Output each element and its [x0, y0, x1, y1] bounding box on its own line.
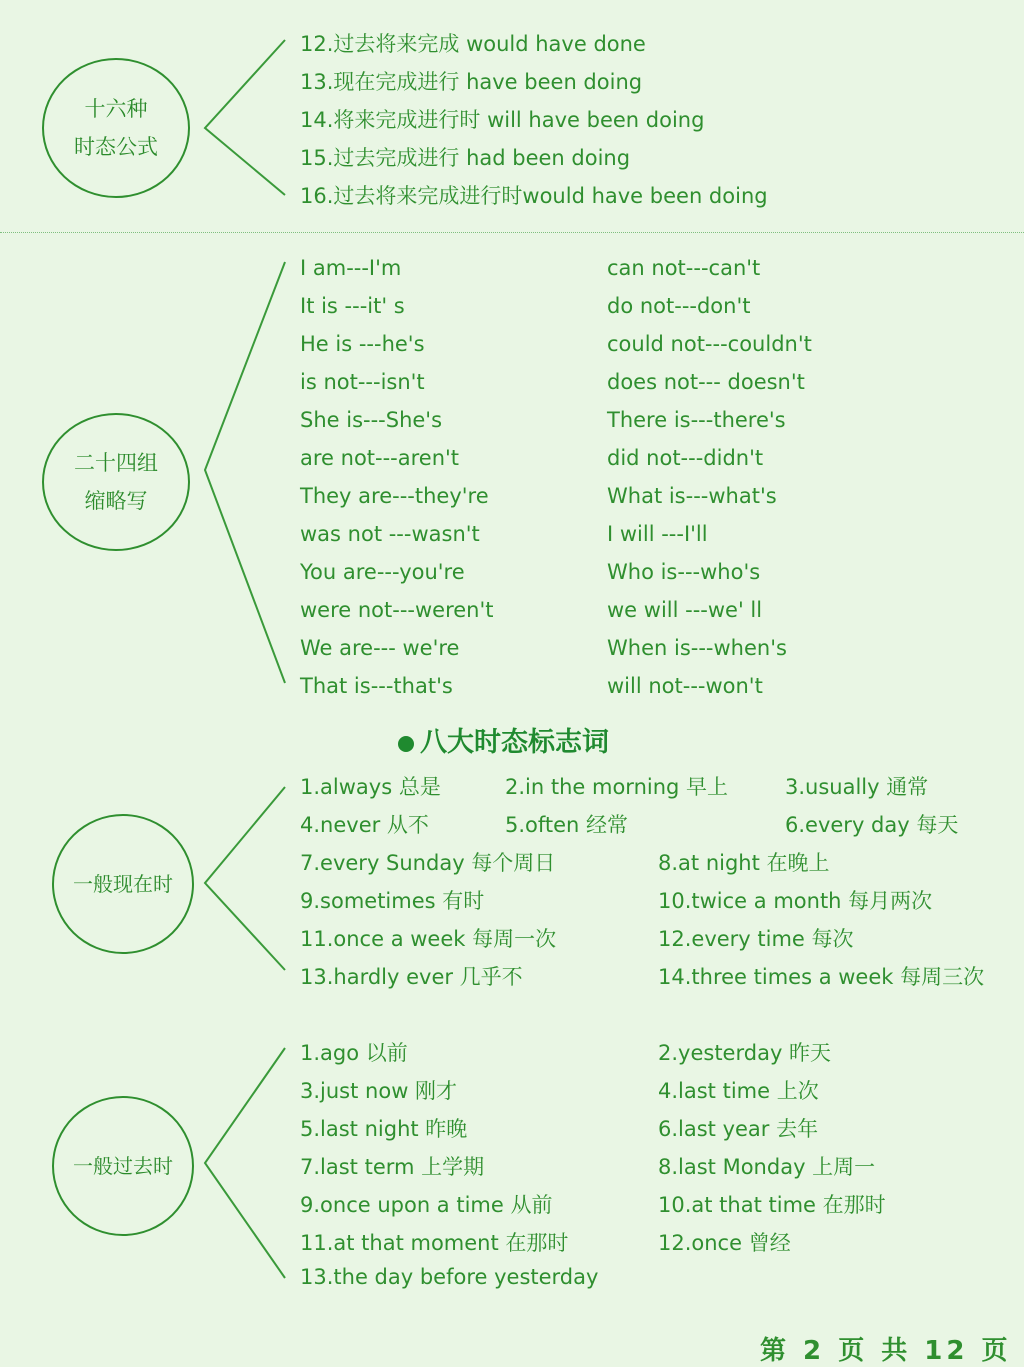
section-divider — [0, 232, 1024, 233]
topic-circle-formulas — [42, 58, 190, 198]
topic-title-line: 时态公式 — [74, 135, 158, 159]
time-marker-item: 13.the day before yesterday — [300, 1265, 599, 1289]
time-marker-item: 5.often 经常 — [505, 813, 629, 837]
contraction-item: I will ---I'll — [607, 522, 708, 546]
time-marker-item: 4.never 从不 — [300, 813, 429, 837]
contraction-item: There is---there's — [607, 408, 786, 432]
time-marker-item: 8.last Monday 上周一 — [658, 1155, 876, 1179]
bullet-icon — [398, 736, 414, 752]
time-marker-item: 10.twice a month 每月两次 — [658, 889, 933, 913]
contraction-item: do not---don't — [607, 294, 751, 318]
time-marker-item: 7.every Sunday 每个周日 — [300, 851, 556, 875]
time-marker-item: 4.last time 上次 — [658, 1079, 819, 1103]
contraction-item: I am---I'm — [300, 256, 402, 280]
time-marker-item: 10.at that time 在那时 — [658, 1193, 886, 1217]
contraction-item: was not ---wasn't — [300, 522, 480, 546]
formula-item: 15.过去完成进行 had been doing — [300, 146, 631, 170]
contraction-item: That is---that's — [300, 674, 453, 698]
branch-past — [205, 1048, 285, 1278]
section-heading-text: 八大时态标志词 — [420, 727, 609, 758]
time-marker-item: 1.ago 以前 — [300, 1041, 408, 1065]
contraction-item: is not---isn't — [300, 370, 425, 394]
contraction-item: Who is---who's — [607, 560, 761, 584]
topic-title: 一般过去时 — [73, 1154, 173, 1178]
topic-circle-contractions — [42, 413, 190, 551]
branch-formulas — [205, 40, 285, 195]
formula-item: 16.过去将来完成进行时would have been doing — [300, 184, 768, 208]
formula-item: 14.将来完成进行时 will have been doing — [300, 108, 705, 132]
time-marker-item: 11.at that moment 在那时 — [300, 1231, 569, 1255]
time-marker-item: 2.yesterday 昨天 — [658, 1041, 832, 1065]
section-heading — [398, 720, 609, 759]
time-marker-item: 2.in the morning 早上 — [505, 775, 729, 799]
contraction-item: What is---what's — [607, 484, 777, 508]
contraction-item: were not---weren't — [300, 598, 494, 622]
contraction-item: We are--- we're — [300, 636, 460, 660]
contraction-item: can not---can't — [607, 256, 761, 280]
contraction-item: He is ---he's — [300, 332, 425, 356]
time-marker-item: 5.last night 昨晚 — [300, 1117, 468, 1141]
topic-title-line: 十六种 — [84, 97, 148, 121]
topic-title-line: 二十四组 — [74, 451, 158, 475]
contraction-item: will not---won't — [607, 674, 763, 698]
branch-present — [205, 787, 285, 970]
contraction-item: does not--- doesn't — [607, 370, 805, 394]
contraction-item: You are---you're — [300, 560, 465, 584]
contraction-item: could not---couldn't — [607, 332, 812, 356]
time-marker-item: 6.every day 每天 — [785, 813, 959, 837]
topic-title-line: 缩略写 — [84, 489, 148, 513]
time-marker-item: 3.usually 通常 — [785, 775, 929, 799]
contraction-item: They are---they're — [300, 484, 489, 508]
time-marker-item: 7.last term 上学期 — [300, 1155, 485, 1179]
topic-circle-present — [52, 814, 194, 954]
time-marker-item: 12.once 曾经 — [658, 1231, 791, 1255]
contraction-item: When is---when's — [607, 636, 787, 660]
time-marker-item: 13.hardly ever 几乎不 — [300, 965, 523, 989]
time-marker-item: 3.just now 刚才 — [300, 1079, 458, 1103]
topic-circle-past — [52, 1096, 194, 1236]
time-marker-item: 11.once a week 每周一次 — [300, 927, 557, 951]
topic-title: 一般现在时 — [73, 872, 173, 896]
formula-item: 13.现在完成进行 have been doing — [300, 70, 643, 94]
time-marker-item: 9.once upon a time 从前 — [300, 1193, 553, 1217]
time-marker-item: 8.at night 在晚上 — [658, 851, 830, 875]
contraction-item: did not---didn't — [607, 446, 764, 470]
contraction-item: She is---She's — [300, 408, 443, 432]
contraction-item: we will ---we' ll — [607, 598, 763, 622]
time-marker-item: 1.always 总是 — [300, 775, 441, 799]
time-marker-item: 6.last year 去年 — [658, 1117, 819, 1141]
contraction-item: are not---aren't — [300, 446, 460, 470]
page-number: 第 2 页 共 12 页 — [760, 1336, 1012, 1366]
contraction-item: It is ---it' s — [300, 294, 405, 318]
branch-contractions — [205, 262, 285, 683]
time-marker-item: 12.every time 每次 — [658, 927, 854, 951]
time-marker-item: 9.sometimes 有时 — [300, 889, 485, 913]
time-marker-item: 14.three times a week 每周三次 — [658, 965, 985, 989]
formula-item: 12.过去将来完成 would have done — [300, 32, 646, 56]
